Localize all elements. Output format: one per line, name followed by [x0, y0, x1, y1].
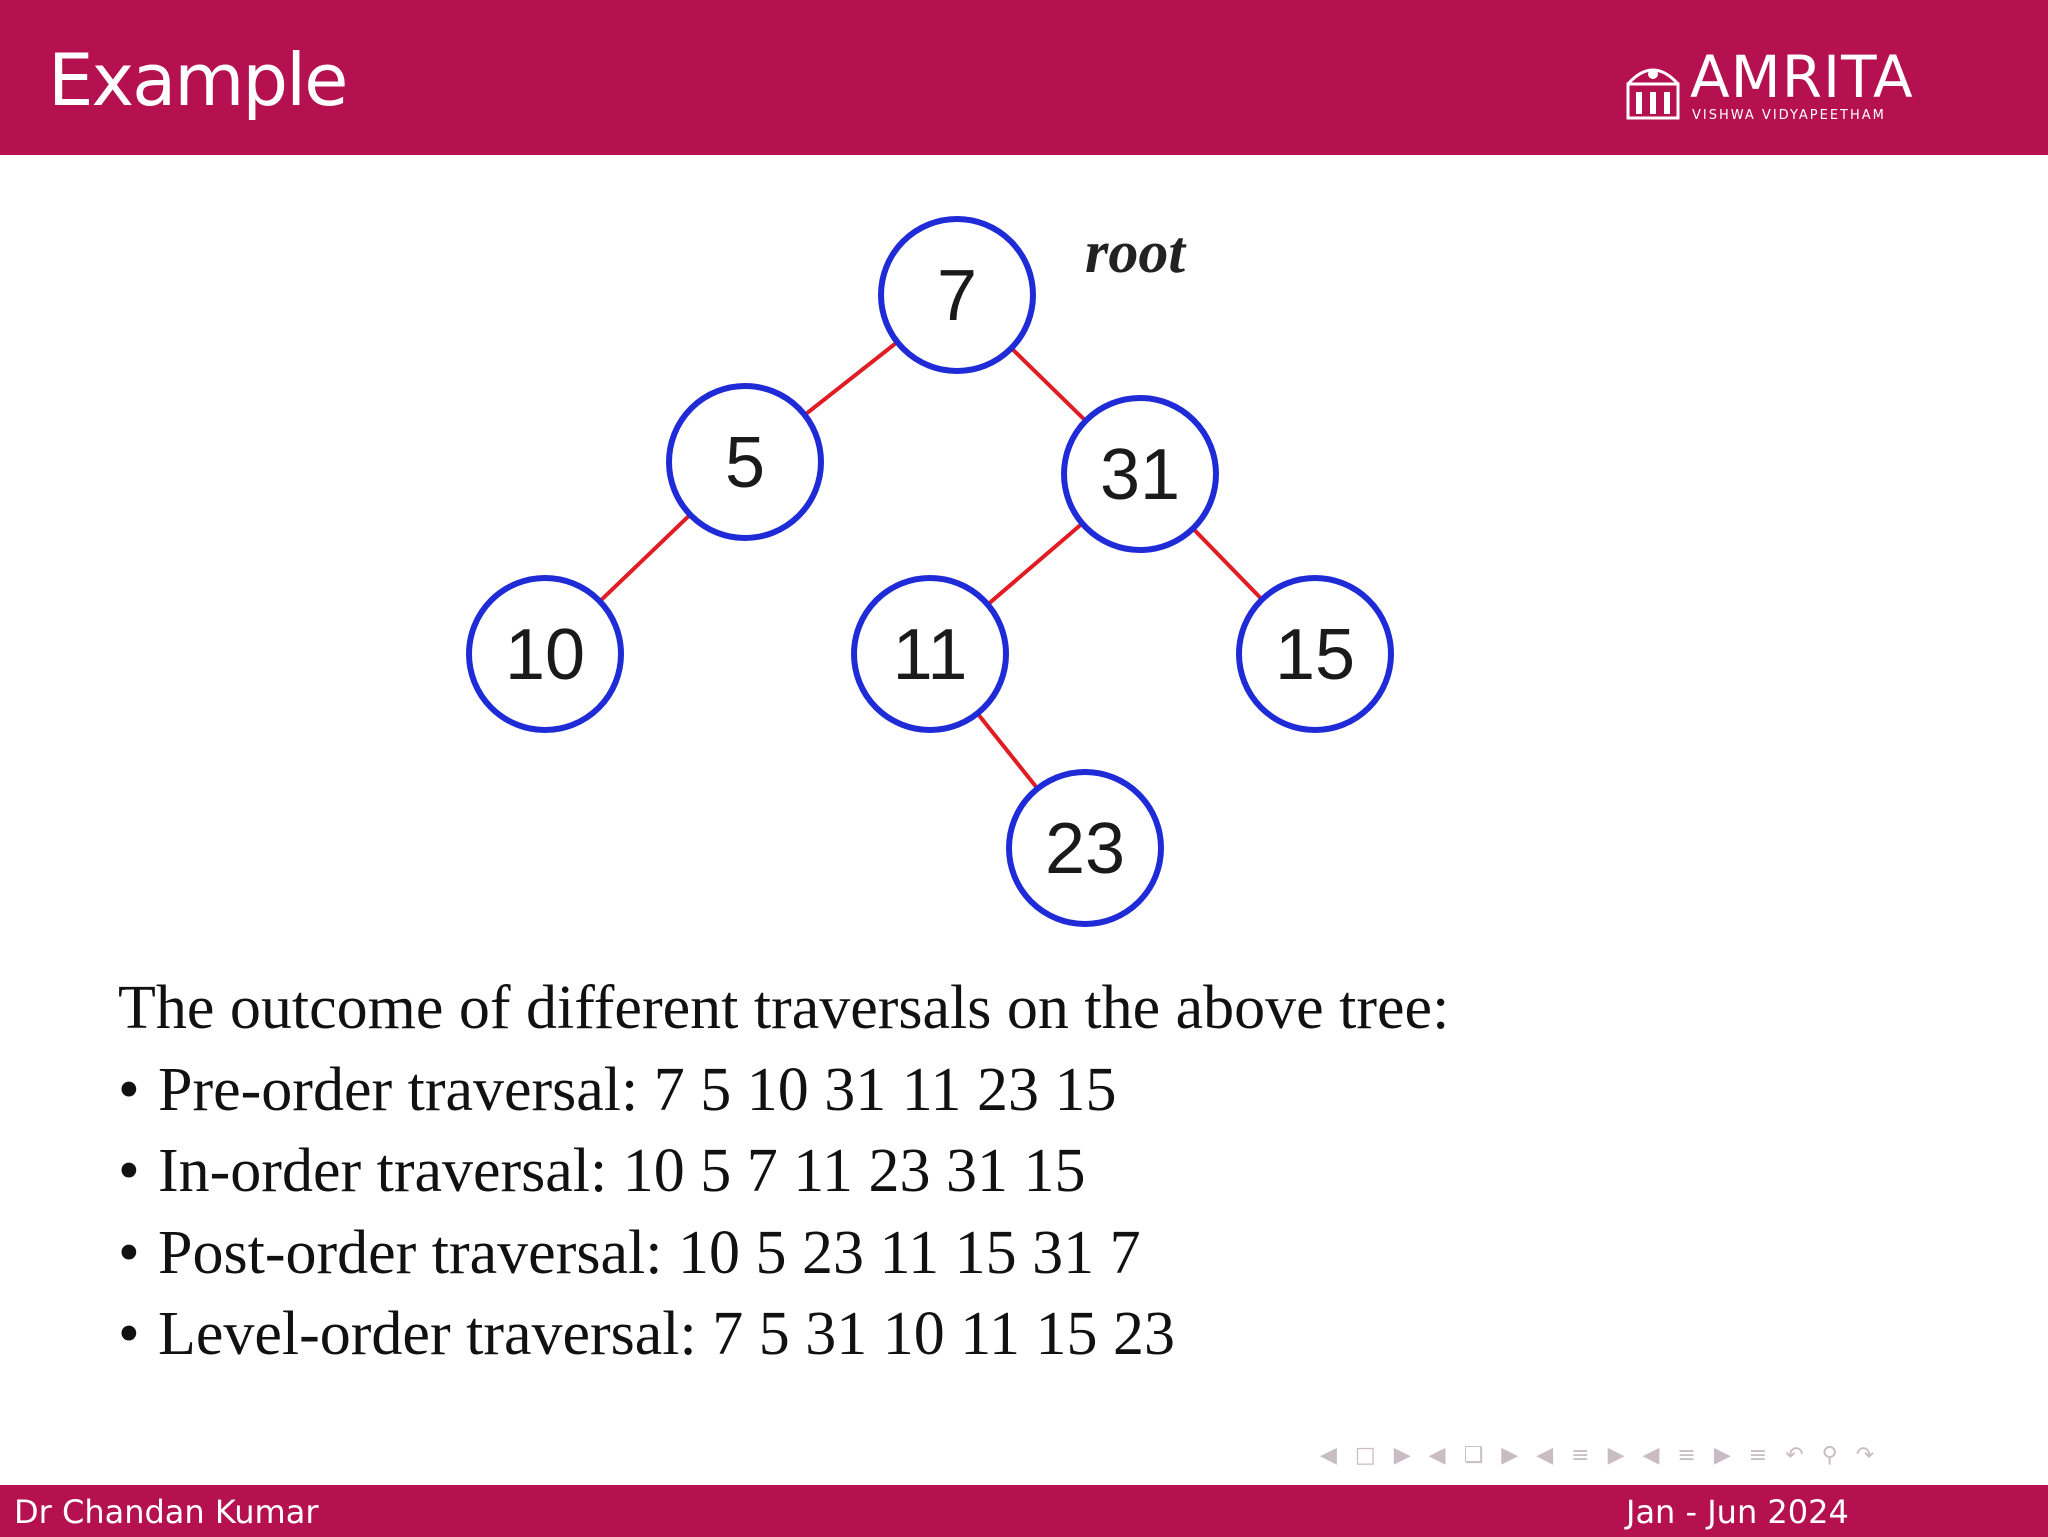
nav-back-icon[interactable]: ↶	[1785, 1442, 1804, 1468]
nav-subsection-icon[interactable]: ❏	[1463, 1442, 1484, 1468]
tree-node-label: 11	[892, 615, 968, 695]
logo-wordmark: AMRITA	[1690, 43, 1914, 111]
footer-author: Dr Chandan Kumar	[14, 1493, 319, 1531]
preorder-text: Pre-order traversal: 7 5 10 31 11 23 15	[158, 1055, 1117, 1124]
postorder-text: Post-order traversal: 10 5 23 11 15 31 7	[158, 1218, 1141, 1287]
tree-edges	[545, 295, 1315, 848]
tree-node-label: 15	[1274, 615, 1356, 695]
beamer-navigation-bar	[1320, 1440, 1874, 1470]
traversal-item	[118, 1213, 1449, 1295]
nav-search-icon[interactable]: ⚲	[1821, 1442, 1838, 1468]
traversal-text	[118, 968, 1449, 1376]
tree-nodes	[469, 219, 1391, 924]
nav-slide-icon[interactable]: ≡	[1677, 1442, 1696, 1468]
nav-prev-subsection-icon[interactable]: ◀	[1428, 1442, 1446, 1468]
nav-frame-icon[interactable]: □	[1354, 1442, 1376, 1468]
nav-prev-section-icon[interactable]: ◀	[1536, 1442, 1554, 1468]
tree-node-label: 10	[504, 615, 586, 695]
bullet: •	[118, 1300, 140, 1368]
nav-next-slide-icon[interactable]: ▶	[1713, 1442, 1731, 1468]
slide-footer	[0, 1485, 2048, 1537]
tree-node-23	[1009, 772, 1161, 924]
levelorder-text: Level-order traversal: 7 5 31 10 11 15 23	[158, 1300, 1175, 1368]
tree-node-label: 5	[724, 423, 766, 503]
nav-doc-icon[interactable]: ≡	[1748, 1442, 1768, 1468]
bullet: •	[118, 1055, 140, 1124]
inorder-text: In-order traversal: 10 5 7 11 23 31 15	[158, 1137, 1086, 1205]
nav-next-subsection-icon[interactable]: ▶	[1501, 1442, 1519, 1468]
tree-node-label: 23	[1044, 809, 1126, 889]
nav-prev-frame-icon[interactable]: ◀	[1320, 1442, 1337, 1468]
tree-node-label: 31	[1099, 435, 1181, 515]
nav-section-icon[interactable]: ≡	[1571, 1442, 1590, 1468]
traversal-item	[118, 1294, 1449, 1376]
bullet: •	[118, 1137, 140, 1205]
logo-subtitle: VISHWA VIDYAPEETHAM	[1692, 108, 1886, 123]
tree-node-11	[854, 578, 1006, 730]
footer-date: Jan - Jun 2024	[1626, 1493, 1849, 1531]
bullet: •	[118, 1218, 140, 1287]
tree-node-15	[1239, 578, 1391, 730]
tree-node-label: 7	[936, 256, 978, 336]
traversal-intro: The outcome of different traversals on the above tree:	[118, 974, 1450, 1042]
nav-prev-slide-icon[interactable]: ◀	[1642, 1442, 1660, 1468]
nav-forward-icon[interactable]: ↷	[1855, 1442, 1875, 1468]
traversal-item	[118, 1050, 1449, 1132]
root-label: root	[1085, 219, 1186, 285]
slide-title: Example	[48, 38, 347, 122]
tree-node-10	[469, 578, 621, 730]
nav-next-section-icon[interactable]: ▶	[1607, 1442, 1625, 1468]
nav-next-frame-icon[interactable]: ▶	[1393, 1442, 1411, 1468]
tree-node-31	[1064, 398, 1216, 550]
tree-node-5	[669, 386, 821, 538]
traversal-item	[118, 1131, 1449, 1213]
tree-node-7	[881, 219, 1033, 371]
